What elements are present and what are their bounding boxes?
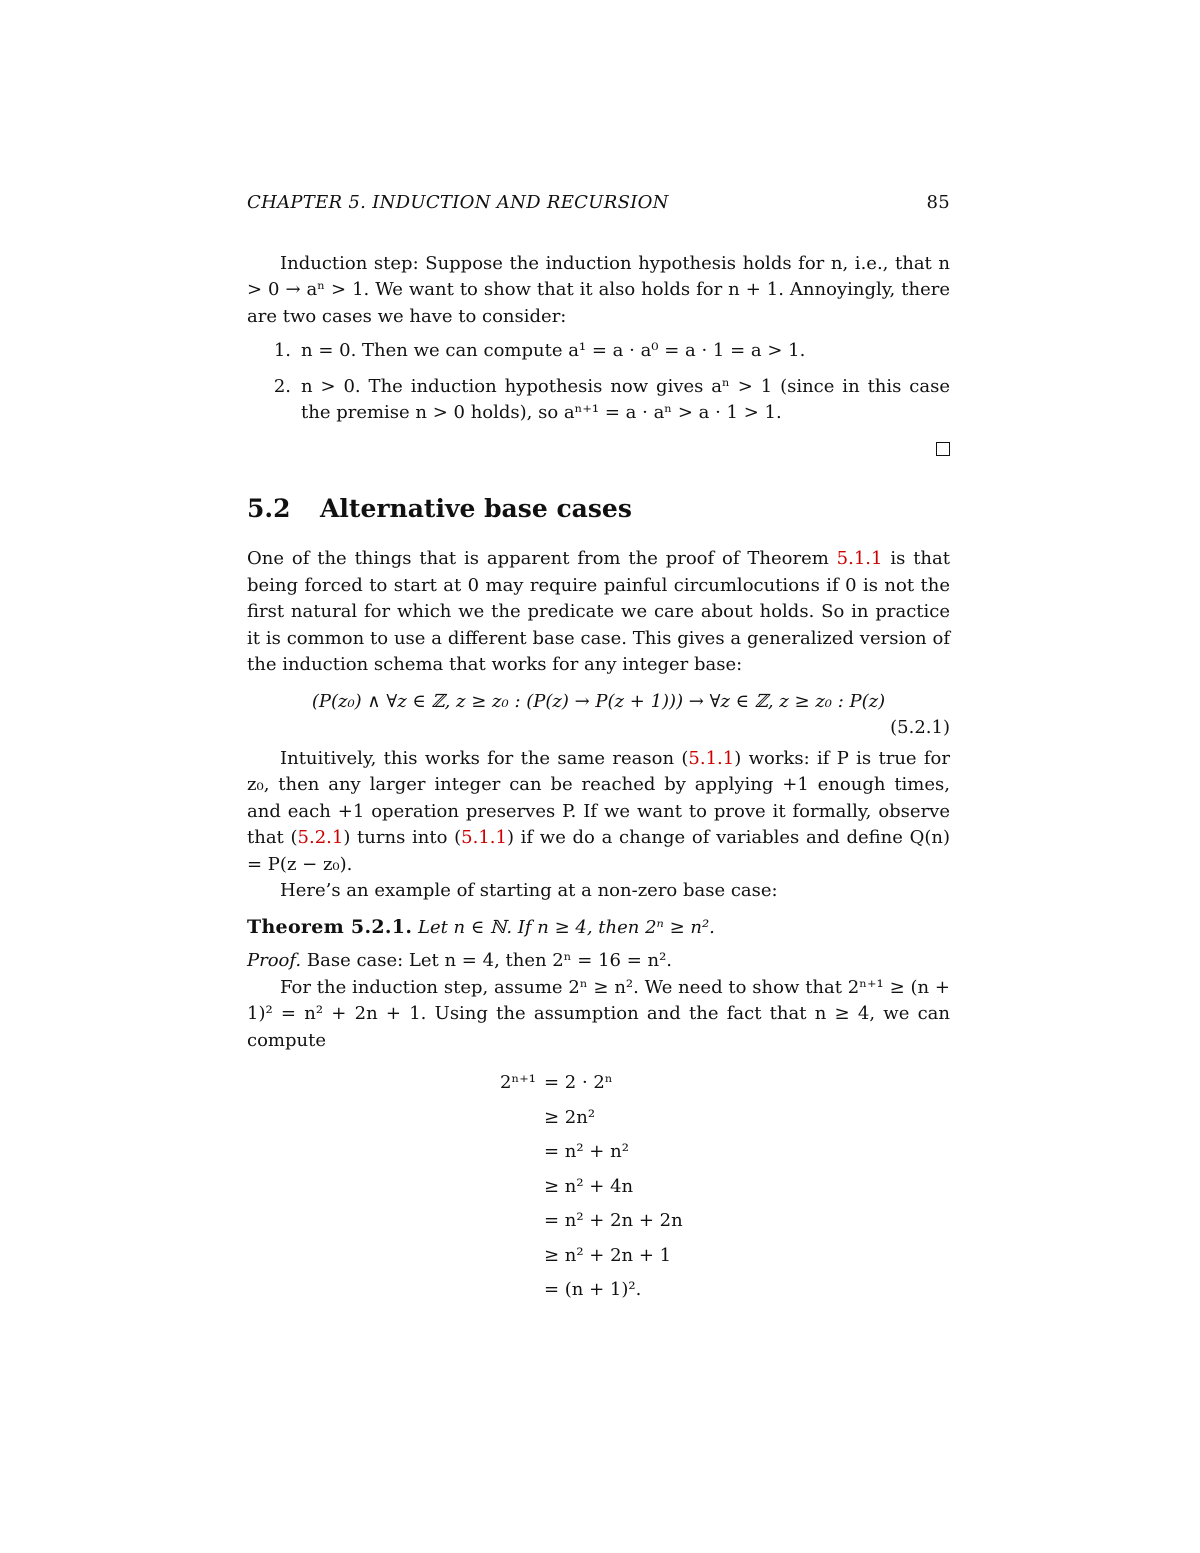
derivation-rhs: = n² + 2n + 2n xyxy=(543,1210,683,1231)
running-head xyxy=(247,190,950,217)
case-text: n = 0. Then we can compute a¹ = a · a⁰ = a · 1 = a > 1. xyxy=(301,340,806,361)
derivation-rhs: = n² + n² xyxy=(543,1141,629,1162)
proof-base-text: Base case: Let n = 4, then 2ⁿ = 16 = n². xyxy=(306,950,673,971)
derivation-row xyxy=(500,1066,683,1101)
derivation-rhs: ≥ n² + 4n xyxy=(543,1175,634,1197)
qed-square-icon xyxy=(936,442,950,456)
derivation-lhs: 2ⁿ⁺¹ xyxy=(500,1072,536,1093)
equation-tag: (5.2.1) xyxy=(890,717,950,738)
derivation-lhs xyxy=(500,1170,544,1205)
derivation-table xyxy=(500,1066,683,1308)
section-number: 5.2 xyxy=(247,493,291,523)
intuition-text-2: ) works: if P is true for z₀, then any larger integer can be reached by applying +1 enough times, and each +1 operation preserves P. If we want to prove it formally, observe that ( xyxy=(247,747,950,848)
induction-step-line-3: there are two cases we have to consider: xyxy=(247,279,950,327)
intuition-text-4: ) if we do a change of variables and define Q(n) = P(z − z₀). xyxy=(247,827,950,875)
section-title: Alternative base cases xyxy=(320,493,632,523)
display-equation: (P(z₀) ∧ ∀z ∈ ℤ, z ≥ z₀ : (P(z) → P(z + 1))) → ∀z ∈ ℤ, z ≥ z₀ : P(z) xyxy=(311,690,886,712)
equation-link-5-2-1[interactable]: 5.2.1 xyxy=(297,827,344,848)
intuition-text-3: ) turns into ( xyxy=(343,827,462,848)
equation-link-5-1-1-second[interactable]: 5.1.1 xyxy=(461,827,507,848)
induction-step-paragraph xyxy=(247,251,950,331)
derivation-lhs xyxy=(500,1239,544,1274)
case-item xyxy=(247,338,950,365)
case-label: 1. xyxy=(273,340,291,361)
theorem-head: Theorem 5.2.1. xyxy=(247,915,413,938)
section-heading xyxy=(247,493,950,523)
chapter-title: CHAPTER 5. INDUCTION AND RECURSION xyxy=(247,192,669,213)
case-label: 2. xyxy=(273,375,291,397)
induction-step-line-2: n > 0 → aⁿ > 1. We want to show that it also holds for n + 1. Annoyingly, xyxy=(247,252,950,300)
page-number: 85 xyxy=(926,192,950,213)
derivation-row xyxy=(500,1273,683,1308)
derivation-lhs xyxy=(500,1135,544,1170)
derivation-lhs xyxy=(500,1204,544,1239)
derivation-row xyxy=(500,1170,683,1205)
qed-row xyxy=(247,436,950,462)
derivation-rhs: = 2 · 2ⁿ xyxy=(543,1072,613,1093)
derivation-rhs: = (n + 1)². xyxy=(543,1279,642,1300)
intro-text-2: is that being forced to start at 0 may require painful circumlocutions if 0 is not the first natural for which we the predicate we care about holds. So in practice it is common to use a different base case. This gives a generalized version of the induction schema that works for any integer base: xyxy=(247,548,950,675)
proof-step-paragraph: For the induction step, assume 2ⁿ ≥ n². We need to show that 2ⁿ⁺¹ ≥ (n + 1)² = n² + 2n + 1. Using the assumption and the fact that n ≥ 4, we can compute xyxy=(247,976,950,1051)
intro-paragraph xyxy=(247,546,950,679)
derivation-rhs: ≥ 2n² xyxy=(543,1106,596,1128)
derivation-row xyxy=(500,1135,683,1170)
derivation-row xyxy=(500,1239,683,1274)
page xyxy=(247,190,950,1308)
case-text: n > 0. The induction hypothesis now gives aⁿ > 1 (since in this case the premise n > 0 holds), so aⁿ⁺¹ = a · aⁿ > a · 1 > 1. xyxy=(301,375,950,423)
equation-link-5-1-1[interactable]: 5.1.1 xyxy=(688,747,735,769)
intro-text-1: One of the things that is apparent from the proof of Theorem xyxy=(247,548,837,569)
derivation-lhs xyxy=(500,1273,544,1308)
intuition-paragraph xyxy=(247,746,950,879)
case-list xyxy=(247,338,950,427)
intuition-text-1: Intuitively, this works for the same reason ( xyxy=(280,747,689,769)
theorem-link-5-1-1[interactable]: 5.1.1 xyxy=(836,548,883,569)
case-item xyxy=(247,374,950,427)
proof-base-case xyxy=(247,948,950,975)
induction-step-line-1: Induction step: Suppose the induction hypothesis holds for n, i.e., that xyxy=(280,252,932,274)
derivation-rhs: ≥ n² + 2n + 1 xyxy=(543,1244,672,1266)
derivation-lhs xyxy=(500,1101,544,1136)
proof-head: Proof. xyxy=(247,950,302,971)
example-intro: Here’s an example of starting at a non-zero base case: xyxy=(280,880,778,901)
derivation-row xyxy=(500,1101,683,1136)
theorem-5-2-1 xyxy=(247,914,950,942)
derivation-row xyxy=(500,1204,683,1239)
theorem-body: Let n ∈ ℕ. If n ≥ 4, then 2ⁿ ≥ n². xyxy=(417,916,715,938)
